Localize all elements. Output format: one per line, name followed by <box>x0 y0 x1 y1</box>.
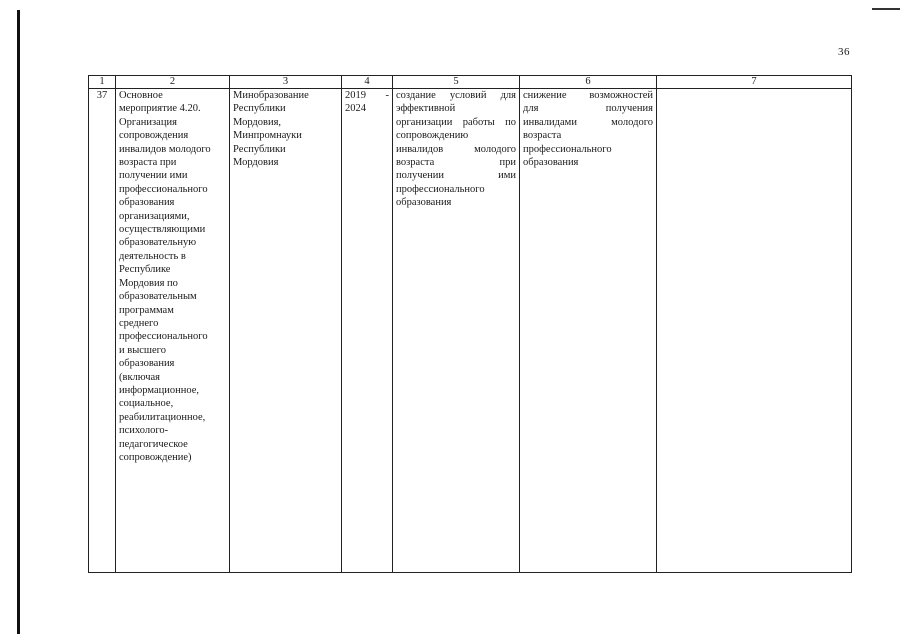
consequence-word: получения <box>605 103 653 115</box>
expected-result-line <box>396 156 516 169</box>
executor-cell <box>230 89 342 573</box>
event-name-line: (включая <box>119 371 161 383</box>
event-name-line: организациями, <box>119 210 190 222</box>
event-name-line: Республике <box>119 264 171 276</box>
header-row <box>89 76 852 89</box>
expected-result-line <box>396 183 516 196</box>
header-cell-4: 4 <box>342 76 393 89</box>
expected-result-word: эффективной <box>396 103 456 115</box>
event-name-line: образования <box>119 197 175 209</box>
consequence-word: профессионального <box>523 143 612 155</box>
expected-result-word: организации <box>396 116 453 128</box>
header-cell-7: 7 <box>657 76 852 89</box>
event-name-line: Мордовия по <box>119 277 178 289</box>
event-name-line: образования <box>119 358 175 370</box>
consequence-word: образования <box>523 157 579 169</box>
executor-line: Минпромнауки <box>233 130 302 142</box>
expected-result-cell <box>393 89 520 573</box>
program-table <box>88 75 852 573</box>
consequence-word: молодого <box>611 116 653 128</box>
expected-result-line <box>396 116 516 129</box>
executor-line: Минобразование <box>233 90 309 101</box>
event-name-line: и высшего <box>119 344 166 356</box>
expected-result-word: профессионального <box>396 183 485 195</box>
expected-result-word: условий <box>449 90 487 101</box>
expected-result-word: получении <box>396 170 445 182</box>
consequence-line <box>523 129 653 142</box>
event-name-line: программам <box>119 304 174 316</box>
event-name-line: образовательным <box>119 291 197 303</box>
expected-result-word: инвалидов <box>396 143 444 155</box>
table-row <box>89 89 852 573</box>
event-name-line: педагогическое <box>119 438 188 450</box>
event-name-cell <box>116 89 230 573</box>
event-name-line: инвалидов молодого <box>119 143 211 155</box>
expected-result-word: молодого <box>474 143 516 155</box>
period-end: 2024 <box>345 103 366 115</box>
event-name-line: среднего <box>119 317 159 329</box>
header-cell-1: 1 <box>89 76 116 89</box>
expected-result-line <box>396 129 516 142</box>
expected-result-word: возраста <box>396 157 435 169</box>
page-number: 36 <box>838 46 850 58</box>
header-cell-2: 2 <box>116 76 230 89</box>
event-name-line: реабилитационное, <box>119 411 206 423</box>
event-name-line: Организация <box>119 116 177 128</box>
period-cell <box>342 89 393 573</box>
row-number-cell: 37 <box>89 89 116 573</box>
period-start: 2019 <box>345 90 366 101</box>
expected-result-word: ими <box>498 170 516 182</box>
event-name-line: образовательную <box>119 237 197 249</box>
event-name-line: профессионального <box>119 183 208 195</box>
event-name-line: мероприятие 4.20. <box>119 103 201 115</box>
executor-line: Республики <box>233 103 286 115</box>
consequence-word: для <box>523 103 539 115</box>
expected-result-word: для <box>500 90 516 101</box>
event-name-line: профессионального <box>119 331 208 343</box>
period-dash: - <box>385 90 389 101</box>
expected-result-word: при <box>499 157 516 169</box>
consequence-line <box>523 89 653 102</box>
expected-result-word: сопровождению <box>396 130 469 142</box>
column-7-cell <box>657 89 852 573</box>
event-name-line: психолого- <box>119 425 169 437</box>
expected-result-line <box>396 169 516 182</box>
event-name-line: социальное, <box>119 398 174 410</box>
consequence-cell <box>520 89 657 573</box>
period-start-row <box>345 89 389 102</box>
expected-result-line <box>396 143 516 156</box>
event-name-line: Основное <box>119 90 163 101</box>
event-name-line: информационное, <box>119 384 200 396</box>
consequence-word: инвалидами <box>523 116 577 128</box>
consequence-line <box>523 156 653 169</box>
executor-line: Мордовия <box>233 157 279 169</box>
scan-corner-mark <box>872 8 900 10</box>
event-name-line: получении ими <box>119 170 188 182</box>
event-name-line: сопровождения <box>119 130 189 142</box>
expected-result-word: по <box>505 116 516 128</box>
consequence-line <box>523 116 653 129</box>
consequence-line <box>523 143 653 156</box>
executor-line: Мордовия, <box>233 116 282 128</box>
scan-edge-line <box>17 10 20 634</box>
event-name-line: деятельность в <box>119 250 186 262</box>
expected-result-line <box>396 102 516 115</box>
header-cell-6: 6 <box>520 76 657 89</box>
expected-result-word: работы <box>462 116 495 128</box>
event-name-line: сопровождение) <box>119 451 192 463</box>
consequence-word: снижение <box>523 90 567 101</box>
consequence-word: возможностей <box>589 90 653 101</box>
expected-result-line <box>396 196 516 209</box>
expected-result-word: образования <box>396 197 452 209</box>
event-name-line: осуществляющими <box>119 224 206 236</box>
event-name-line: возраста при <box>119 157 177 169</box>
consequence-line <box>523 102 653 115</box>
expected-result-line <box>396 89 516 102</box>
expected-result-word: создание <box>396 90 436 101</box>
header-cell-5: 5 <box>393 76 520 89</box>
executor-line: Республики <box>233 143 286 155</box>
consequence-word: возраста <box>523 130 562 142</box>
header-cell-3: 3 <box>230 76 342 89</box>
